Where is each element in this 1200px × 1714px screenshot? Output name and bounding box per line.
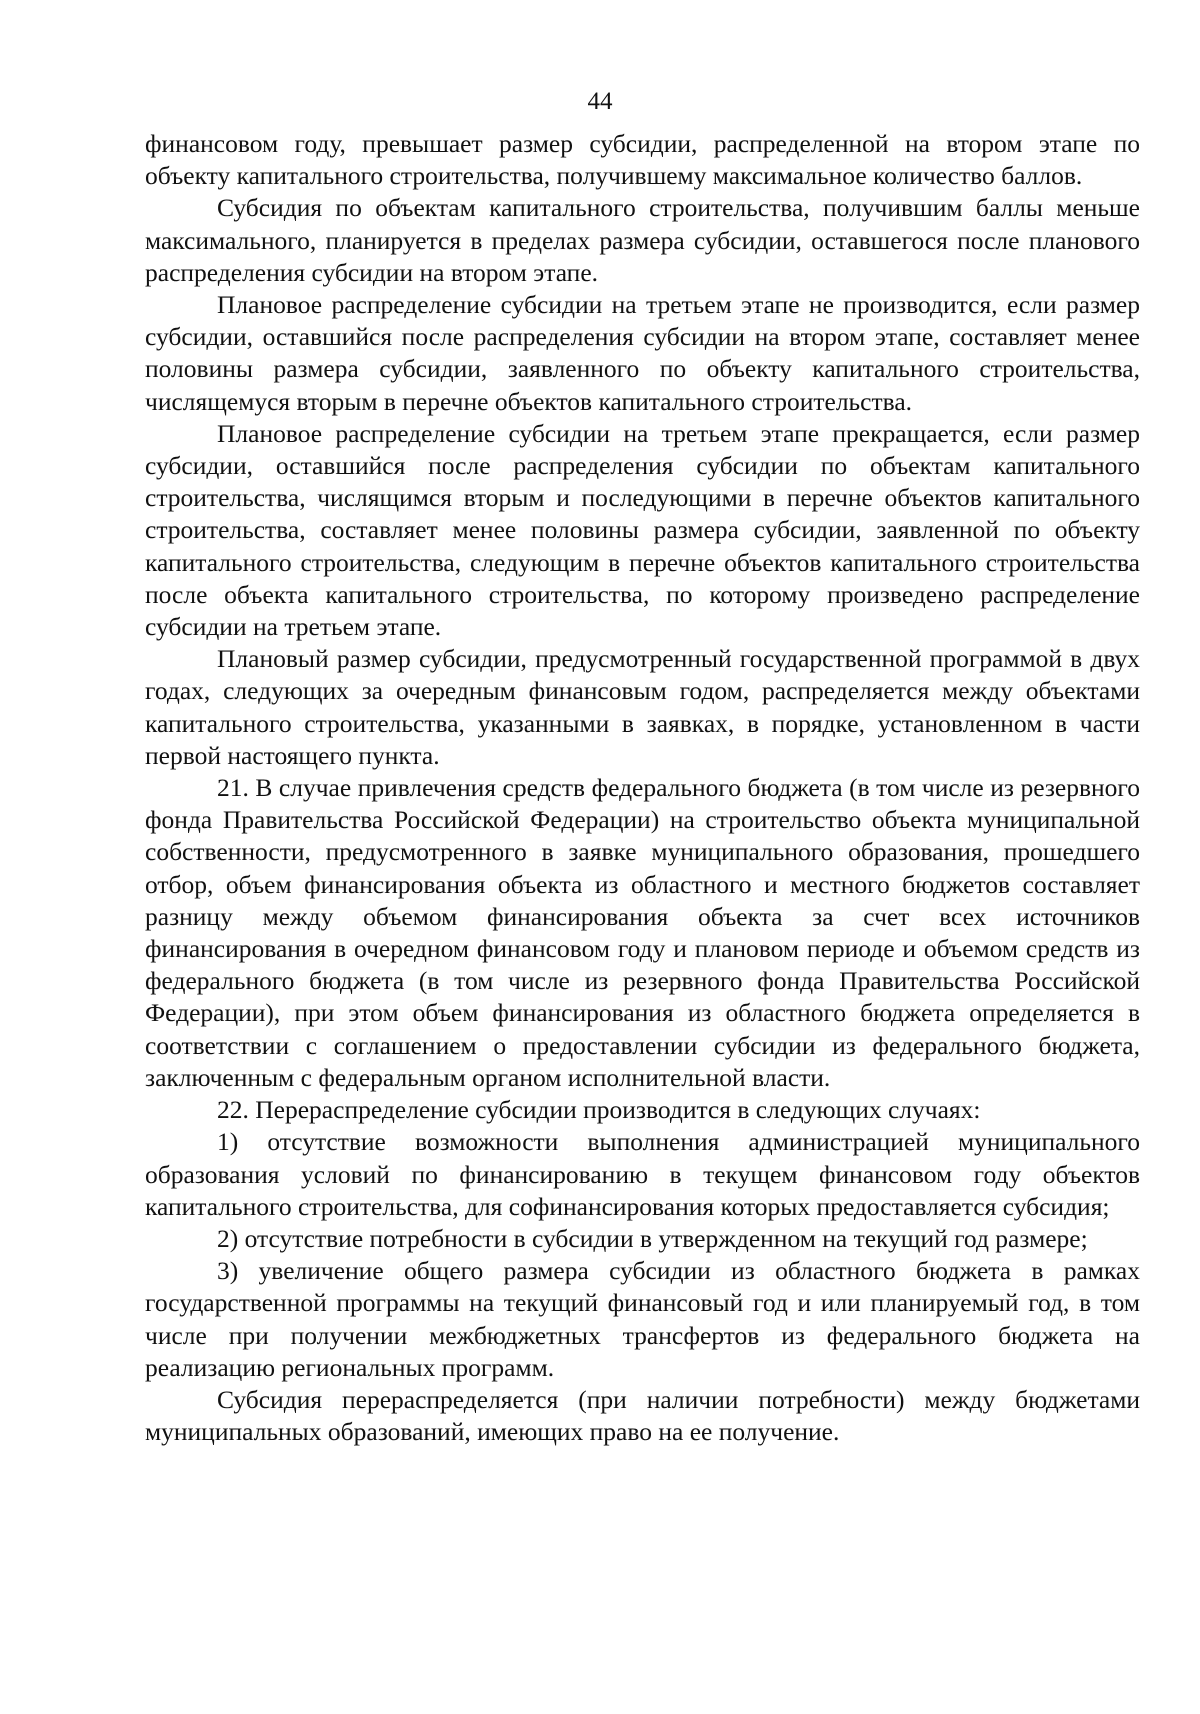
paragraph-planned-subsidy-two-years: Плановый размер субсидии, предусмотренный государственной программой в двух годах, следующих за очередным финансовым годом, распределяется между объектами капитального строительства, указанными в заявках, в порядке, установленном в части первой настоящего пункта. (145, 644, 1140, 770)
paragraph-case-1: 1) отсутствие возможности выполнения администрацией муниципального образования условий по финансированию в текущем финансовом году объектов капитального строительства, для софинансирования которых предоставляется субсидия; (145, 1127, 1140, 1221)
paragraph-third-stage-not-performed: Плановое распределение субсидии на третьем этапе не производится, если размер субсидии, оставшийся после распределения субсидии на втором этапе, составляет менее половины размера субсидии, заявленного по объекту капитального строительства, числящемуся вторым в перечне объектов капитального строительства. (145, 290, 1140, 416)
paragraph-continuation: финансовом году, превышает размер субсидии, распределенной на втором этапе по объекту капитального строительства, получившему максимальное количество баллов. (145, 129, 1140, 191)
paragraph-third-stage-terminated: Плановое распределение субсидии на третьем этапе прекращается, если размер субсидии, оставшийся после распределения субсидии по объектам капитального строительства, числящимся вторым и последующими в перечне объектов капитального строительства, составляет менее половины размера субсидии, заявленной по объекту капитального строительства, следующим в перечне объектов капитального строительства после объекта капитального строительства, по которому произведено распределение субсидии на третьем этапе. (145, 418, 1140, 642)
paragraph-case-3: 3) увеличение общего размера субсидии из областного бюджета в рамках государственной программы на текущий финансовый год и или планируемый год, в том числе при получении межбюджетных трансфертов из федерального бюджета на реализацию региональных программ. (145, 1256, 1140, 1382)
paragraph-case-2: 2) отсутствие потребности в субсидии в утвержденном на текущий год размере; (217, 1223, 1088, 1253)
paragraph-subsidy-remaining: Субсидия по объектам капитального строительства, получившим баллы меньше максимального, планируется в пределах размера субсидии, оставшегося после планового распределения субсидии на втором этапе. (145, 193, 1140, 287)
paragraph-item-22: 22. Перераспределение субсидии производится в следующих случаях: (217, 1095, 981, 1125)
paragraph-item-21: 21. В случае привлечения средств федерального бюджета (в том числе из резервного фонда Правительства Российской Федерации) на строительство объекта муниципальной собственности, предусмотренного в заявке муниципального образования, прошедшего отбор, объем финансирования объекта из областного и местного бюджетов составляет разницу между объемом финансирования объекта за счет всех источников финансирования в очередном финансовом году и плановом периоде и объемом средств из федерального бюджета (в том числе из резервного фонда Правительства Российской Федерации), при этом объем финансирования из областного бюджета определяется в соответствии с соглашением о предоставлении субсидии из федерального бюджета, заключенным с федеральным органом исполнительной власти. (145, 773, 1140, 1092)
paragraph-redistribution: Субсидия перераспределяется (при наличии потребности) между бюджетами муниципальных образований, имеющих право на ее получение. (145, 1384, 1140, 1447)
document-body (145, 128, 1140, 1448)
page-number: 44 (587, 88, 613, 115)
